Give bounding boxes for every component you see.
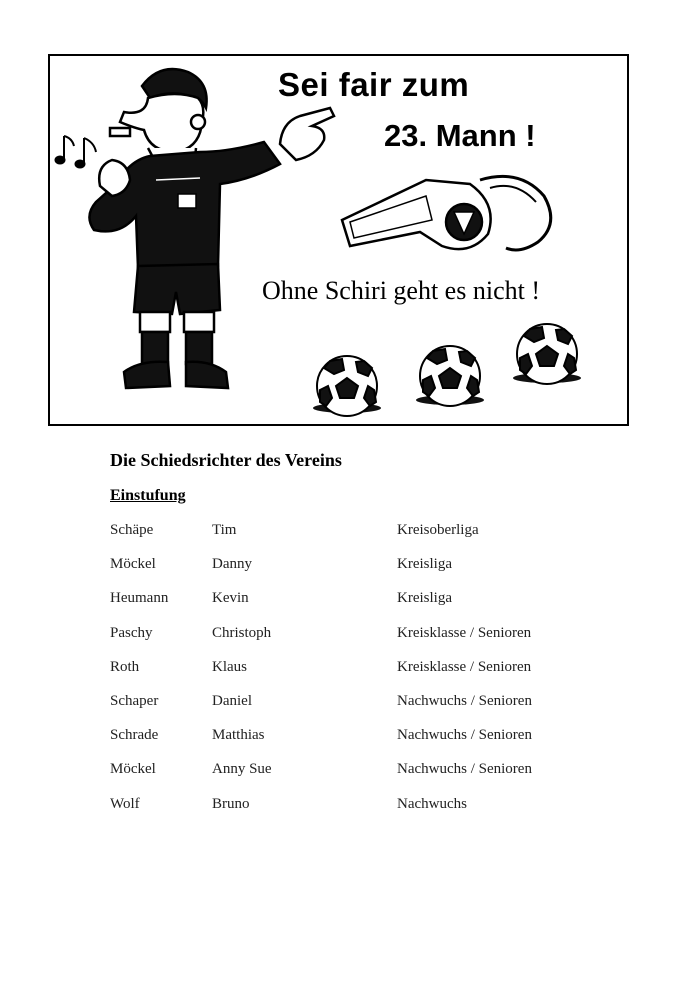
whistle-icon bbox=[342, 176, 551, 250]
music-notes-icon bbox=[55, 136, 96, 168]
referee-illustration bbox=[89, 69, 334, 388]
soccer-ball-icon bbox=[313, 356, 381, 416]
referee-last-name: Paschy bbox=[110, 624, 153, 641]
poster-artwork bbox=[50, 56, 626, 423]
referee-classification: Nachwuchs / Senioren bbox=[397, 727, 532, 744]
section-title: Die Schiedsrichter des Vereins bbox=[110, 450, 342, 470]
table-row bbox=[110, 693, 532, 727]
referee-last-name: Schaper bbox=[110, 692, 159, 709]
soccer-ball-icon bbox=[416, 346, 484, 406]
referee-last-name: Heumann bbox=[110, 590, 169, 607]
table-row bbox=[110, 796, 532, 830]
referee-first-name: Bruno bbox=[212, 795, 250, 812]
referee-first-name: Tim bbox=[212, 522, 237, 538]
table-row bbox=[110, 522, 532, 556]
referee-first-name: Danny bbox=[212, 556, 252, 573]
referee-classification: Kreisklasse / Senioren bbox=[397, 658, 532, 675]
referee-last-name: Möckel bbox=[110, 761, 156, 778]
referee-classification: Kreisliga bbox=[397, 556, 452, 573]
referee-classification: Nachwuchs / Senioren bbox=[397, 761, 532, 778]
fair-play-poster bbox=[48, 54, 629, 426]
poster-headline-line1: Sei fair zum bbox=[278, 66, 470, 103]
referee-first-name: Kevin bbox=[212, 590, 249, 607]
referee-classification: Nachwuchs bbox=[397, 795, 467, 812]
poster-slogan: Ohne Schiri geht es nicht ! bbox=[262, 276, 540, 305]
referee-first-name: Daniel bbox=[212, 692, 252, 709]
referee-first-name: Christoph bbox=[212, 624, 272, 641]
soccer-ball-icon bbox=[513, 324, 581, 384]
referee-last-name: Schrade bbox=[110, 727, 159, 744]
referee-last-name: Möckel bbox=[110, 556, 156, 573]
table-row bbox=[110, 590, 532, 624]
referee-classification: Nachwuchs / Senioren bbox=[397, 692, 532, 709]
referee-first-name: Klaus bbox=[212, 658, 247, 675]
referee-first-name: Anny Sue bbox=[212, 761, 272, 778]
referee-last-name: Roth bbox=[110, 658, 140, 675]
table-row bbox=[110, 625, 532, 659]
referee-classification: Kreisklasse / Senioren bbox=[397, 624, 532, 641]
referee-first-name: Matthias bbox=[212, 727, 265, 744]
classification-heading: Einstufung bbox=[110, 487, 186, 504]
poster-headline-line2: 23. Mann ! bbox=[384, 118, 536, 153]
referee-last-name: Wolf bbox=[110, 795, 140, 812]
table-row bbox=[110, 556, 532, 590]
referee-table bbox=[110, 522, 532, 830]
referee-classification: Kreisliga bbox=[397, 590, 452, 607]
table-row bbox=[110, 727, 532, 761]
table-row bbox=[110, 761, 532, 795]
referee-last-name: Schäpe bbox=[110, 522, 154, 538]
table-row bbox=[110, 659, 532, 693]
referee-classification: Kreisoberliga bbox=[397, 522, 479, 538]
